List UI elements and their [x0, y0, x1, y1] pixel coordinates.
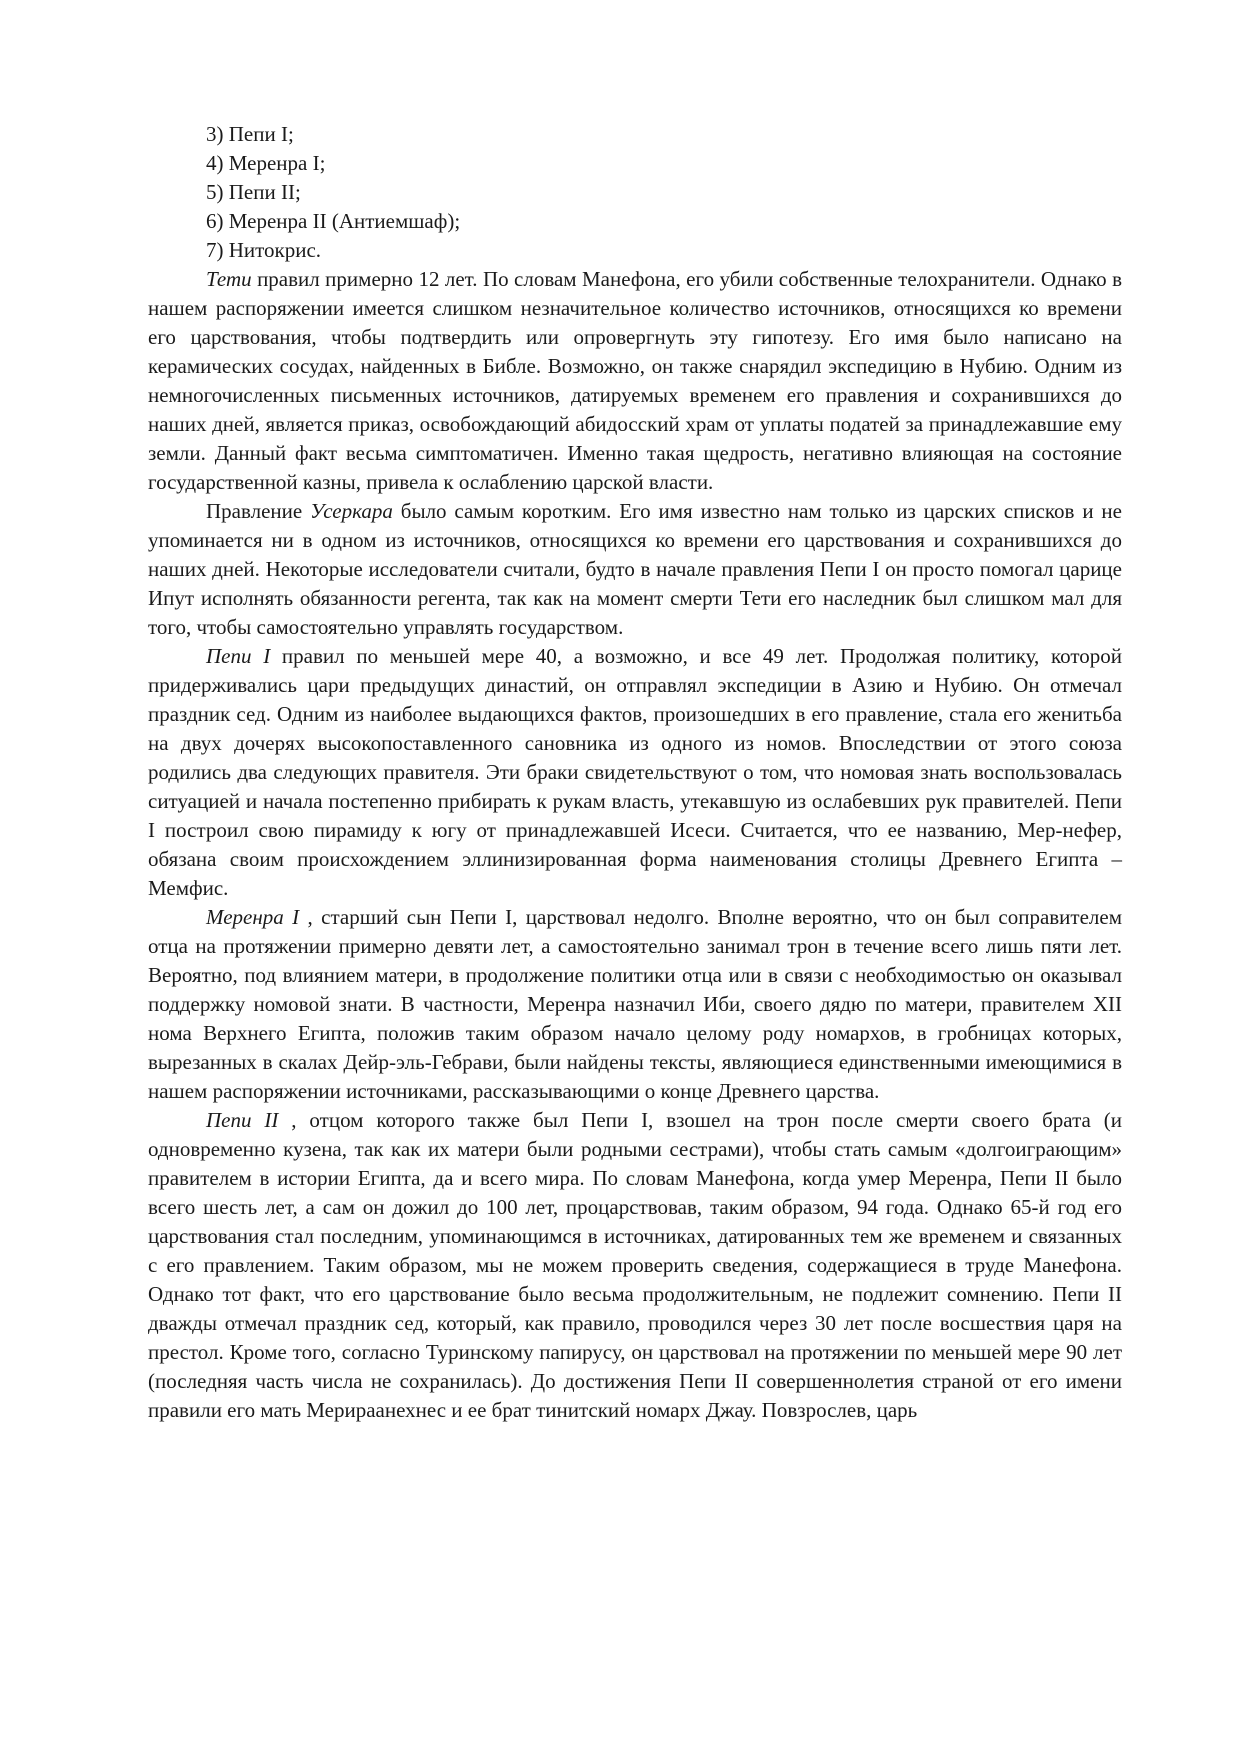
- paragraph-lead: Правление: [206, 499, 311, 523]
- list-item: 7) Нитокрис.: [206, 238, 322, 262]
- paragraph-pepi-1: [148, 642, 1122, 903]
- ruler-name: Тети: [206, 267, 252, 291]
- paragraph-text: было самым коротким. Его имя известно нам только из царских списков и не упоминается ни в одном из источников, относящихся ко времени его царствования и сохранившихся до наших дней. Некоторые исследователи считали, будто в начале правления Пепи I он просто помогал царице Ипут исполнять обязанности регента, так как на момент смерти Тети его наследник был слишком мал для того, чтобы самостоятельно управлять государством.: [148, 499, 1122, 639]
- paragraph-merenra-1: [148, 903, 1122, 1106]
- paragraph-pepi-2: [148, 1106, 1122, 1425]
- list-item: 6) Меренра II (Антиемшаф);: [206, 209, 461, 233]
- document-page: [148, 120, 1122, 1425]
- ruler-name: Меренра I: [206, 905, 300, 929]
- paragraph-text: правил примерно 12 лет. По словам Манефона, его убили собственные телохранители. Однако в нашем распоряжении имеется слишком незначительное количество источников, относящихся ко времени его царствования, чтобы подтвердить или опровергнуть эту гипотезу. Его имя было написано на керамических сосудах, найденных в Библе. Возможно, он также снарядил экспедицию в Нубию. Одним из немногочисленных письменных источников, датируемых временем его правления и сохранившихся до наших дней, является приказ, освобождающий абидосский храм от уплаты податей за принадлежавшие ему земли. Данный факт весьма симптоматичен. Именно такая щедрость, негативно влияющая на состояние государственной казны, привела к ослаблению царской власти.: [148, 267, 1122, 494]
- paragraph-userkara: [148, 497, 1122, 642]
- paragraph-text: , старший сын Пепи I, царствовал недолго. Вполне вероятно, что он был соправителем отца на протяжении примерно девяти лет, а самостоятельно занимал трон в течение всего лишь пяти лет. Вероятно, под влиянием матери, в продолжение политики отца или в связи с необходимостью он оказывал поддержку номовой знати. В частности, Меренра назначил Иби, своего дядю по матери, правителем XII нома Верхнего Египта, положив таким образом начало целому роду номархов, в гробницах которых, вырезанных в скалах Дейр-эль-Гебрави, были найдены тексты, являющиеся единственными имеющимися в нашем распоряжении источниками, рассказывающими о конце Древнего царства.: [148, 905, 1123, 1103]
- list-item: 5) Пепи II;: [206, 180, 301, 204]
- ruler-name: Пепи I: [206, 644, 271, 668]
- ruler-name: Пепи II: [206, 1108, 279, 1132]
- paragraph-text: , отцом которого также был Пепи I, взошел на трон после смерти своего брата (и одновременно кузена, так как их матери были родными сестрами), чтобы стать самым «долгоиграющим» правителем в истории Египта, да и всего мира. По словам Манефона, когда умер Меренра, Пепи II было всего шесть лет, а сам он дожил до 100 лет, процарствовав, таким образом, 94 года. Однако 65-й год его царствования стал последним, упоминающимся в источниках, датированных тем же временем и связанных с его правлением. Таким образом, мы не можем проверить сведения, содержащиеся в труде Манефона. Однако тот факт, что его царствование было весьма продолжительным, не подлежит сомнению. Пепи II дважды отмечал праздник сед, который, как правило, проводился через 30 лет после восшествия царя на престол. Кроме того, согласно Туринскому папирусу, он царствовал на протяжении по меньшей мере 90 лет (последняя часть числа не сохранилась). До достижения Пепи II совершеннолетия страной от его имени правили его мать Мерираанехнес и ее брат тинитский номарх Джау. Повзрослев, царь: [148, 1108, 1122, 1422]
- ruler-name: Усеркара: [310, 499, 393, 523]
- ruler-list: [148, 120, 1122, 265]
- paragraph-text: правил по меньшей мере 40, а возможно, и все 49 лет. Продолжая политику, которой придерживались цари предыдущих династий, он отправлял экспедиции в Азию и Нубию. Он отмечал праздник сед. Одним из наиболее выдающихся фактов, произошедших в его правление, стала его женитьба на двух дочерях высокопоставленного сановника из одного из номов. Впоследствии от этого союза родились два следующих правителя. Эти браки свидетельствуют о том, что номовая знать воспользовалась ситуацией и начала постепенно прибирать к рукам власть, утекавшую из ослабевших рук правителей. Пепи I построил свою пирамиду к югу от принадлежавшей Исеси. Считается, что ее названию, Мер-нефер, обязана своим происхождением эллинизированная форма наименования столицы Древнего Египта – Мемфис.: [148, 644, 1123, 900]
- list-item: 3) Пепи I;: [206, 122, 294, 146]
- paragraph-teti: [148, 265, 1122, 497]
- list-item: 4) Меренра I;: [206, 151, 326, 175]
